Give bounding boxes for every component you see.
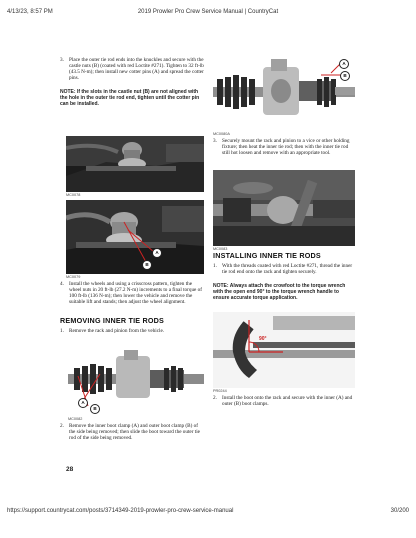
callout-a: A <box>78 398 88 408</box>
step-text: Place the outer tie rod ends into the knuckles and secure with the castle nuts (B) (coated with red Loctite #271). Tighten to 32 ft-lb (43.5 N-m); then install new cotter pins (A) and spread the cotter pins. <box>69 57 204 82</box>
angle-label: 90° <box>259 336 267 342</box>
photo-heating-inner-tie-rod <box>213 170 355 246</box>
step-number: 1. <box>213 263 217 269</box>
step-text: Remove the inner boot clamp (A) and outer boot clamp (B) of the side being removed; then slide the boot toward the outer tie rod of the side being removed. <box>69 423 200 442</box>
left-step-4 <box>60 281 205 305</box>
step-text: Remove the rack and pinion from the vehicle. <box>69 328 165 334</box>
left-step-3 <box>60 57 205 81</box>
heating-tie-rod-illustration <box>213 170 355 246</box>
photo-crowfoot-torque-wrench <box>213 312 355 388</box>
left-step-2 <box>60 423 205 441</box>
step-number: 2. <box>213 395 217 401</box>
step-text: Securely mount the rack and pinion to a vice or other holding fixture; then heat the inner tie rod; then with the inner tie rod still hot loosen and remove with an appropriate tool. <box>222 138 350 157</box>
rack-assembly-illustration <box>213 53 355 131</box>
callout-b: B <box>340 71 350 81</box>
left-note-castle-nut: NOTE: If the slots in the castle nut (B) are not aligned with the hole in the outer tie rod end, tighten until the cotter pin can be installed. <box>60 89 200 107</box>
callout-a: A <box>152 248 162 258</box>
castle-nut-illustration <box>66 200 204 274</box>
print-timestamp: 4/13/23, 8:57 PM <box>7 9 53 15</box>
right-step-1 <box>213 263 355 275</box>
callout-b: B <box>142 260 152 270</box>
left-step-1 <box>60 328 205 334</box>
step-text: With the threads coated with red Loctite #271, thread the inner tie rod end onto the rack and tighten securely. <box>222 263 353 276</box>
print-footer <box>7 508 409 518</box>
photo-caption: MC0078 <box>66 193 81 197</box>
page-number: 28 <box>66 466 74 473</box>
print-page-count: 30/200 <box>390 508 409 514</box>
callout-b: B <box>90 404 100 414</box>
print-title: 2019 Prowler Pro Crew Service Manual | CountryCat <box>137 9 279 15</box>
callout-a: A <box>339 59 349 69</box>
photo-caption: MC0083 <box>213 247 228 251</box>
photo-rack-assembly <box>213 53 355 131</box>
tie-rod-knuckle-illustration <box>66 136 204 192</box>
print-url: https://support.countrycat.com/posts/3714349-2019-prowler-pro-crew-service-manual <box>7 508 234 514</box>
rack-pinion-illustration <box>68 346 204 414</box>
photo-caption: PR0244 <box>213 389 227 393</box>
photo-caption: MC0079 <box>66 275 81 279</box>
photo-caption: MC0080A <box>213 132 230 136</box>
step-number: 3. <box>60 57 64 63</box>
step-text: Install the wheels and using a crisscross pattern, tighten the wheel nuts in 20 ft-lb (27.2 N-m) increments to a final torque of 100 ft-lb (136 N-m); then lower the vehicle and remove the suitable lift and stands; then adjust the wheel alignment. <box>69 281 202 306</box>
right-step-3 <box>213 138 355 156</box>
print-header <box>7 9 409 19</box>
step-number: 2. <box>60 423 64 429</box>
photo-caption: MC0082 <box>68 417 83 421</box>
right-note-crowfoot: NOTE: Always attach the crowfoot to the torque wrench with the open end 90° to the torque wrench handle to ensure accurate torque application. <box>213 283 346 301</box>
step-number: 1. <box>60 328 64 334</box>
right-step-2 <box>213 395 355 407</box>
crowfoot-diagram <box>213 312 355 388</box>
step-number: 4. <box>60 281 64 287</box>
photo-tie-rod-knuckle <box>66 136 204 192</box>
section-title-removing-inner-tie-rods: REMOVING INNER TIE RODS <box>60 316 165 325</box>
photo-rack-boot-clamps <box>68 346 204 414</box>
step-number: 3. <box>213 138 217 144</box>
step-text: Install the boot onto the rack and secure with the inner (A) and outer (B) boot clamps. <box>222 395 353 408</box>
section-title-installing-inner-tie-rods: INSTALLING INNER TIE RODS <box>213 251 321 260</box>
photo-castle-nut-cotter-pin <box>66 200 204 274</box>
